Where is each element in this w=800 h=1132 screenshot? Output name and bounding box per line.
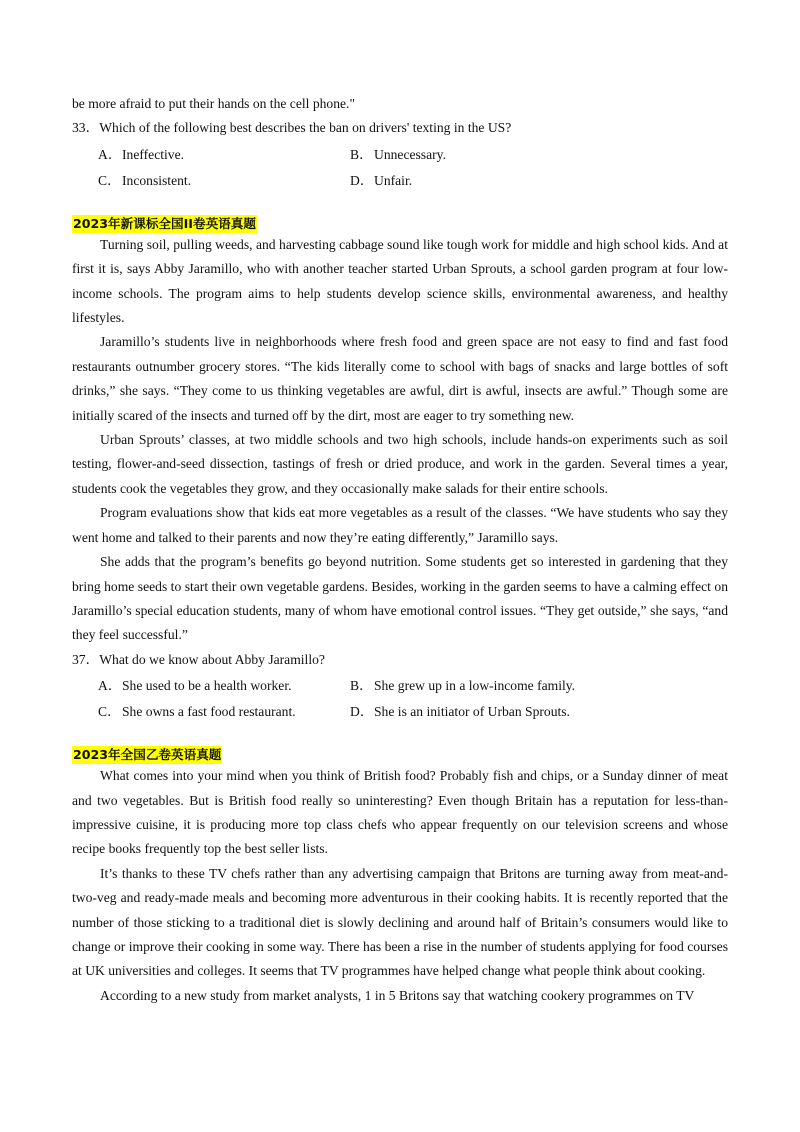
continued-line: be more afraid to put their hands on the cell phone." [72,96,355,111]
exam-page [72,92,728,1008]
paragraph: It’s thanks to these TV chefs rather than any advertising campaign that Britons are turning away from meat-and-two-veg and ready-made meals and becoming more adventurous in their cooking habits. It is recently reported that the number of those sticking to a traditional diet is slowly declining and around half of Britain’s consumers would like to change or improve their cooking in some way. There has been a rise in the number of students applying for food courses at UK universities and colleges. It seems that TV programmes have helped change what people think about cooking. [72,865,728,979]
question-37-options [72,674,728,724]
question-33 [72,116,728,140]
paragraph: Program evaluations show that kids eat more vegetables as a result of the classes. “We have students who say they went home and talked to their parents and now they’re eating differently,” Jaramillo says. [72,505,728,545]
question-number: 37． [72,651,100,667]
section-tag-2023-new-curriculum-ii: 2023年新课标全国II卷英语真题 [73,215,256,231]
option-b: B．She grew up in a low-income family. [350,678,576,694]
option-b: B．Unnecessary. [350,146,446,162]
option-c: C．Inconsistent. [98,172,192,188]
question-text: Which of the following best describes the ban on drivers' texting in the US? [99,120,512,136]
section-tag-2023-national-b: 2023年全国乙卷英语真题 [73,747,222,763]
paragraph: Turning soil, pulling weeds, and harvesting cabbage sound like tough work for middle and high school kids. And at first it is, says Abby Jaramillo, who with another teacher started Urban Sprouts, a school garden program at four low-income schools. The program aims to help students develop science skills, environmental awareness, and healthy lifestyles. [72,236,728,326]
paragraph: According to a new study from market analysts, 1 in 5 Britons say that watching cookery programmes on TV [100,987,695,1003]
question-33-options [72,143,728,193]
question-37 [72,648,728,672]
paragraph: What comes into your mind when you think of British food? Probably fish and chips, or a Sunday dinner of meat and two vegetables. But is British food really so uninteresting? Even though Britain has a reputation for less-than-impressive cuisine, it is producing more top class chefs who appear frequently on our television screens and whose recipe books frequently top the best seller lists. [72,768,728,857]
option-d: D．Unfair. [350,172,413,188]
paragraph: Jaramillo’s students live in neighborhoods where fresh food and green space are not easy to find and fast food restaurants outnumber grocery stores. “The kids literally come to school with bags of snacks and large bottles of soft drinks,” she says. “They come to us thinking vegetables are awful, dirt is awful, insects are awful.” Though some are initially scared of the insects and turned off by the dirt, most are eager to try something new. [72,334,728,423]
option-a: A．She used to be a health worker. [98,678,292,694]
paragraph: Urban Sprouts’ classes, at two middle schools and two high schools, include hands-on experiments such as soil testing, flower-and-seed dissection, tastings of fresh or dried produce, and work in the garden. Several times a year, students cook the vegetables they grow, and they occasionally make salads for their entire schools. [72,432,728,496]
paragraph: She adds that the program’s benefits go beyond nutrition. Some students get so interested in gardening that they bring home seeds to start their own vegetable gardens. Besides, working in the garden seems to have a calming effect on Jaramillo’s special education students, many of whom have emotional control issues. “They get outside,” she says, “and they feel successful.” [72,554,728,643]
option-a: A．Ineffective. [98,146,185,162]
option-c: C．She owns a fast food restaurant. [98,704,296,720]
question-text: What do we know about Abby Jaramillo? [99,651,325,667]
question-number: 33． [72,120,100,136]
option-d: D．She is an initiator of Urban Sprouts. [350,704,570,720]
